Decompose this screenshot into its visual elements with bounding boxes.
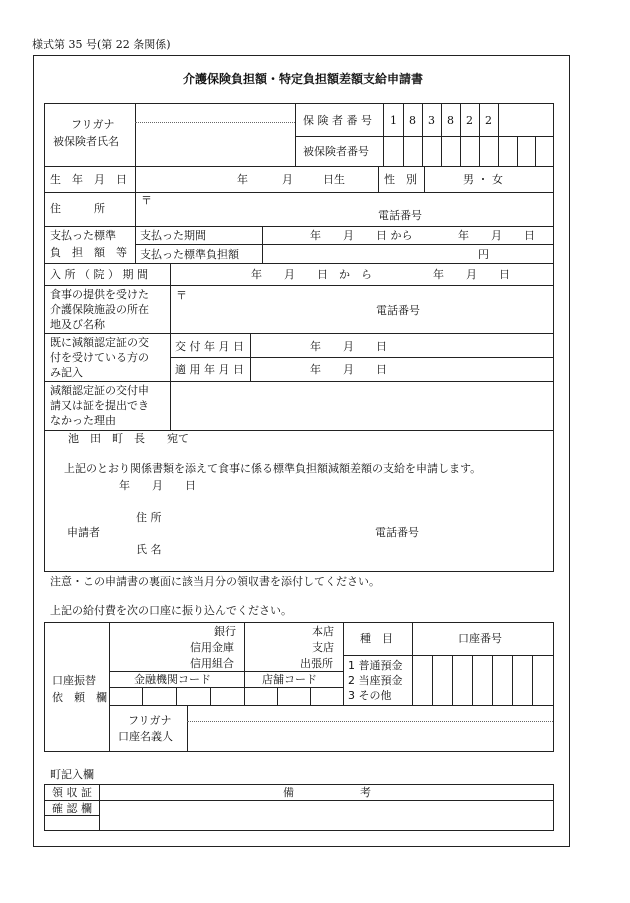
- address-label: 住 所: [50, 202, 105, 215]
- bank-section-label: 口座振替: [52, 674, 96, 687]
- certificate-label: 付を受けている方の: [50, 351, 149, 364]
- birth-month: 月: [282, 173, 293, 186]
- issue-date-label: 交 付 年 月 日: [175, 340, 244, 353]
- facility-label: 介護保険施設の所在: [50, 303, 149, 316]
- postal-mark: 〒: [141, 194, 152, 207]
- notice: 注意・この申請書の裏面に該当月分の領収書を添付してください。: [50, 575, 380, 588]
- inst-type-shinkin[interactable]: 信用金庫: [190, 641, 234, 654]
- birth-date-label: 生 年 月 日: [50, 173, 127, 186]
- inst-code-label: 金融機関コード: [134, 673, 211, 686]
- stay-to: 年 月 日: [433, 268, 510, 281]
- stay-from: 年 月 日 か ら: [251, 268, 372, 281]
- yen-unit: 円: [478, 248, 489, 261]
- branch-type-branch[interactable]: 支店: [312, 641, 334, 654]
- stay-period-label: 入 所 （ 院 ） 期 間: [50, 268, 148, 281]
- applicant-phone-label: 電話番号: [375, 526, 419, 539]
- apply-date-label: 適 用 年 月 日: [175, 363, 244, 376]
- reason-label: 減額認定証の交付申: [50, 384, 149, 397]
- insured-name-input[interactable]: [136, 124, 294, 165]
- facility-label: 地及び名称: [50, 318, 105, 331]
- holder-furigana-label: フリガナ: [128, 714, 172, 727]
- address-input[interactable]: [152, 193, 552, 225]
- holder-furigana-input[interactable]: [189, 706, 552, 720]
- paid-period-label: 支払った期間: [140, 229, 206, 242]
- insured-number-label: 被保険者番号: [303, 145, 369, 158]
- application-statement: 上記のとおり関係書類を添えて食事に係る標準負担額減額差額の支給を申請します。: [64, 462, 482, 475]
- insured-number-input[interactable]: [384, 137, 552, 165]
- holder-name-input[interactable]: [189, 723, 552, 750]
- insurer-digit: 8: [409, 114, 416, 127]
- furigana-input[interactable]: [136, 104, 294, 121]
- paid-amount-label: 支払った標準負担額: [140, 248, 239, 261]
- facility-input[interactable]: [188, 287, 552, 332]
- account-type-label: 種 目: [360, 632, 393, 645]
- applicant-address-label: 住 所: [136, 511, 162, 524]
- certificate-label: 既に減額認定証の交: [50, 336, 149, 349]
- paid-amount-input[interactable]: [263, 245, 473, 262]
- address-phone-label: 電話番号: [378, 209, 422, 222]
- insured-name-label: 被保険者氏名: [53, 135, 119, 148]
- remarks-label: 備 考: [283, 786, 371, 799]
- application-date: 年 月 日: [119, 479, 196, 492]
- branch-type-office[interactable]: 出張所: [300, 657, 333, 670]
- account-type-ordinary[interactable]: 1 普通預金: [348, 659, 403, 672]
- account-type-current[interactable]: 2 当座預金: [348, 674, 403, 687]
- furigana-label: フリガナ: [71, 118, 115, 131]
- reason-label: なかった理由: [50, 414, 116, 427]
- facility-postal-mark: 〒: [176, 289, 187, 302]
- reason-label: 請又は証を提出でき: [50, 399, 149, 412]
- paid-label: 支払った標準: [50, 229, 116, 242]
- form-id: 様式第 35 号(第 22 条関係): [32, 38, 171, 51]
- town-heading: 町記入欄: [50, 768, 94, 781]
- paid-label: 負 担 額 等: [50, 246, 127, 259]
- facility-label: 食事の提供を受けた: [50, 288, 149, 301]
- reason-input[interactable]: [172, 383, 552, 429]
- issue-date: 年 月 日: [310, 340, 387, 353]
- inst-type-kumiai[interactable]: 信用組合: [190, 657, 234, 670]
- inst-type-bank[interactable]: 銀行: [214, 625, 236, 638]
- paid-period-to: 年 月 日: [458, 229, 535, 242]
- birth-day: 日生: [323, 173, 345, 186]
- apply-date: 年 月 日: [310, 363, 387, 376]
- sex-options[interactable]: 男 ・ 女: [463, 173, 503, 186]
- insurer-digit: 3: [428, 114, 435, 127]
- account-type-other[interactable]: 3 その他: [348, 689, 392, 702]
- holder-name-label: 口座名義人: [118, 730, 173, 743]
- paid-period-from: 年 月 日 から: [310, 229, 413, 242]
- bank-section-label: 依 頼 欄: [52, 691, 107, 704]
- addressee: 池 田 町 長 宛て: [68, 432, 189, 445]
- applicant-name-label: 氏 名: [136, 543, 162, 556]
- transfer-intro: 上記の給付費を次の口座に振り込んでください。: [50, 604, 292, 617]
- form-title: 介護保険負担額・特定負担額差額支給申請書: [183, 72, 424, 86]
- receipt-check-label: 確 認 欄: [52, 802, 92, 815]
- birth-year: 年: [237, 173, 248, 186]
- applicant-label: 申請者: [67, 526, 100, 539]
- insurer-digit: 1: [390, 114, 397, 127]
- branch-code-label: 店舗コード: [262, 673, 317, 686]
- account-number-label: 口座番号: [458, 632, 502, 645]
- branch-type-main[interactable]: 本店: [312, 625, 334, 638]
- insurer-digit: 2: [466, 114, 473, 127]
- insurer-number-label: 保 険 者 番 号: [303, 114, 372, 127]
- insurer-digit: 2: [485, 114, 492, 127]
- certificate-label: み記入: [50, 366, 83, 379]
- insurer-digit: 8: [447, 114, 454, 127]
- receipt-check-label: 領 収 証: [52, 786, 92, 799]
- facility-phone-label: 電話番号: [376, 304, 420, 317]
- sex-label: 性 別: [384, 173, 417, 186]
